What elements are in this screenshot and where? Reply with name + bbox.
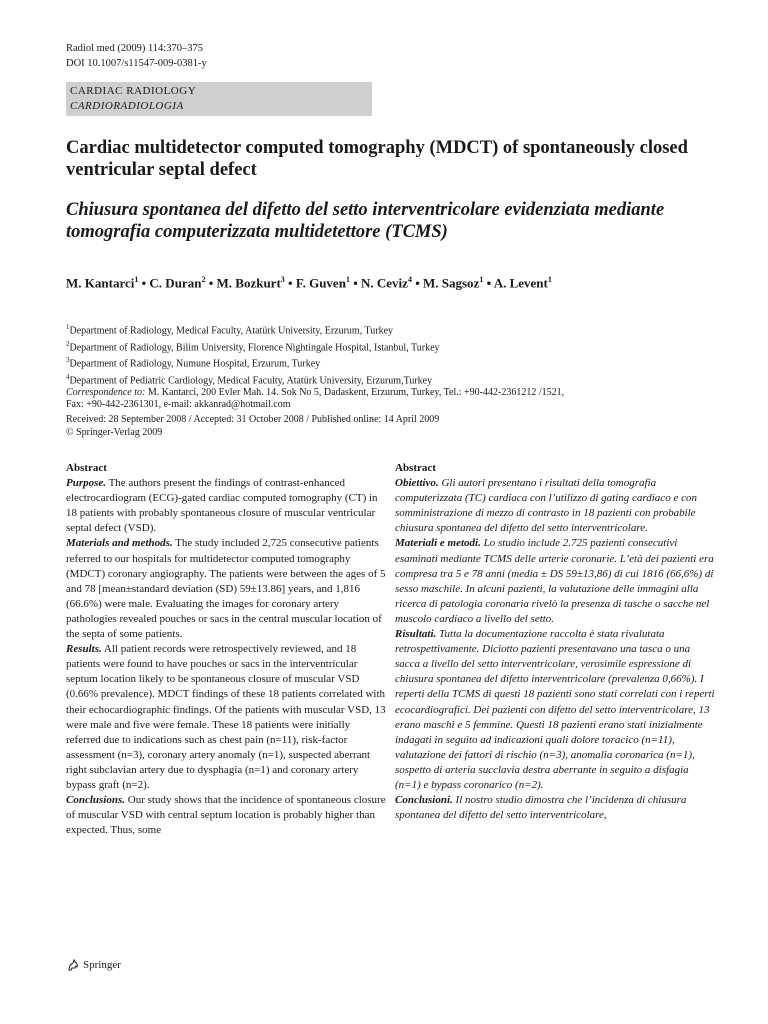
journal-reference [66, 41, 207, 71]
conclusions-label: Conclusioni. [395, 794, 453, 807]
methods-text: The study included 2,725 consecutive patients referred to our hospitals for multidetector computed tomography (MDCT) coronary angiography. The patients were between the ages of 5 and 78 [mean±standard deviation (SD) 59±13.86] years, and 1,816 (66.6%) were male. Evaluating the images for coronary artery pathologies revealed pouches or sacs in the central muscular location of the septa of some patients. [66, 537, 386, 641]
affiliation-num: 1 [66, 323, 70, 331]
publisher-name: Springer [83, 959, 121, 971]
abstract-objective [395, 476, 715, 536]
correspondence-line1: M. Kantarci, 200 Evler Mah. 14. Sok No 5, Dadaskent, Erzurum, Turkey, Tel.: +90-442-2361212 /1521, [145, 387, 565, 399]
abstract-heading: Abstract [395, 462, 436, 474]
footer [66, 958, 121, 972]
author-list: M. Kantarci$^1$ • C. Duran$^2$ • M. Bozkurt$^3$ • F. Guven$^1$ • N. Ceviz$^4$ • M. Sagsoz$^1$ • A. Levent$^1$ [66, 275, 552, 291]
author-aff: 1 [134, 275, 139, 284]
author: M. Bozkurt [216, 275, 281, 291]
conclusions-label: Conclusions. [66, 794, 125, 807]
affiliation-num: 3 [66, 356, 70, 365]
author-aff: 1 [345, 275, 350, 284]
affiliations [66, 321, 726, 412]
author: C. Duran [149, 275, 202, 291]
affiliation-text: Department of Radiology, Numune Hospital, Erzurum, Turkey [69, 358, 321, 370]
abstract-purpose [66, 476, 386, 536]
author-aff: 3 [280, 275, 285, 284]
section-it: CARDIORADIOLOGIA [70, 100, 184, 112]
author: M. Kantarci [66, 275, 135, 291]
methods-label: Materials and methods. [66, 537, 173, 550]
results-text: All patient records were retrospectively reviewed, and 18 patients were found to have pouches or sacs in the interventricular septum location likely to be spontaneous closure of muscular VSD (0.66% prevalence). MDCT findings of these 18 patients correlated with their echocardiographic findings. Of the patients with muscular VSD, 13 were male and five were female. These 18 patients were initially referred due to indications such as chest pain (n=11), risk-factor assessment (n=3), coronary artery anomaly (n=1), suspected aberrant right subclavian artery due to dysphagia (n=1) and coronary artery bypass graft (n=2). [66, 643, 386, 791]
publication-dates [66, 413, 439, 439]
objective-label: Obiettivo. [395, 477, 439, 490]
springer-horse-icon [66, 958, 80, 972]
affiliation-text: Department of Radiology, Medical Faculty, Atatürk University, Erzurum, Turkey [69, 325, 394, 337]
title-italian: Chiusura spontanea del difetto del setto interventricolare evidenziata mediante tomografia computerizzata multidetettore (TCMS) [66, 200, 665, 242]
dates-line: Received: 28 September 2008 / Accepted: 31 October 2008 / Published online: 14 April 2009 [66, 414, 440, 425]
author: M. Sagsoz [423, 275, 480, 291]
author-aff: 2 [201, 275, 206, 284]
conclusions-text: Il nostro studio dimostra che l’incidenza di chiusura spontanea del difetto del setto interventricolare, [395, 794, 687, 822]
author-aff: 4 [407, 275, 412, 284]
abstract-conclusions [395, 793, 715, 823]
doi: DOI 10.1007/s11547-009-0381-y [66, 58, 207, 69]
title-english: Cardiac multidetector computed tomography (MDCT) of spontaneously closed ventricular septal defect [66, 138, 688, 180]
conclusions-text: Our study shows that the incidence of spontaneous closure of muscular VSD with central septum location is probably higher than expected. Thus, some [66, 794, 386, 837]
abstract-english [66, 461, 386, 838]
results-text: Tutta la documentazione raccolta è stata rivalutata retrospettivamente. Diciotto pazienti presentavano una tasca o una sacca a livello del setto interventricolare, verosimile espressione di chiusura spontanea del difetto interventricolare (prevalenza 0,66%). I reperti della TCMS di questi 18 pazienti sono stati correlati con i reperti ecocardiografici. Dei pazienti con difetto del setto interventricolare, 13 erano maschi e 5 femmine. Questi 18 pazienti erano stati inizialmente indagati in seguito ad indicazioni quali dolore toracico (n=11), valutazione dei fattori di rischio (n=3), anomalia coronarica (n=1), sospetto di arteria succlavia destra aberrante in seguito a disfagia (n=1) e bypass coronarico (n=2). [395, 628, 715, 791]
abstract-methods [66, 536, 386, 642]
results-label: Results. [66, 643, 102, 656]
purpose-text: The authors present the findings of contrast-enhanced electrocardiogram (ECG)-gated cardiac computed tomography (CT) in 18 patients with probably spontaneous closure of muscular ventricular septal defect (VSD). [66, 477, 378, 535]
abstract-results [66, 642, 386, 793]
author: A. Levent [493, 275, 548, 291]
affiliation [66, 371, 726, 388]
section-band [66, 82, 372, 116]
affiliation [66, 338, 726, 355]
affiliation-num: 2 [66, 339, 70, 348]
purpose-label: Purpose. [66, 477, 107, 490]
abstract-methods [395, 536, 715, 627]
affiliation [66, 321, 726, 338]
affiliation-text: Department of Radiology, Bilim University, Florence Nightingale Hospital, Istanbul, Turkey [69, 341, 440, 353]
abstract-conclusions [66, 793, 386, 838]
author: N. Ceviz [361, 275, 408, 291]
author-aff: 1 [479, 275, 484, 284]
abstract-results [395, 627, 715, 793]
objective-text: Gli autori presentano i risultati della tomografia computerizzata (TC) cardiaca con l’utilizzo di gating cardiaco e con somministrazione di mezzo di contrasto in 18 pazienti con probabile chiusura spontanea del difetto del setto interventricolare. [395, 477, 697, 535]
affiliation-text: Department of Pediatric Cardiology, Medical Faculty, Atatürk University, Erzurum,Turkey [69, 374, 433, 386]
methods-label: Materiali e metodi. [395, 537, 481, 550]
abstract-italian [395, 461, 715, 823]
affiliation-num: 4 [66, 372, 70, 381]
correspondence-line2: Fax: +90-442-2361301, e-mail: akkanrad@hotmail.com [66, 399, 291, 411]
results-label: Risultati. [395, 628, 437, 641]
affiliation [66, 354, 726, 371]
correspondence [66, 387, 726, 399]
author-aff: 1 [547, 275, 552, 284]
abstract-heading: Abstract [66, 462, 107, 474]
correspondence-label: Correspondence to: [66, 387, 146, 399]
methods-text: Lo studio include 2.725 pazienti consecutivi esaminati mediante TCMS delle arterie coronarie. L’età dei pazienti era compresa tra 5 e 78 anni (media ± DS 59±13,86) di cui 1816 (66,6%) di sesso maschile. In alcuni pazienti, la valutazione delle immagini alla ricerca di patologia coronaria rivelò la presenza di tasche o sacche nel muscolo cardiaco a livello del setto. [395, 537, 714, 625]
author: F. Guven [295, 275, 346, 291]
copyright: © Springer-Verlag 2009 [66, 427, 163, 438]
section-en: CARDIAC RADIOLOGY [70, 85, 197, 97]
citation: Radiol med (2009) 114:370–375 [66, 43, 203, 54]
